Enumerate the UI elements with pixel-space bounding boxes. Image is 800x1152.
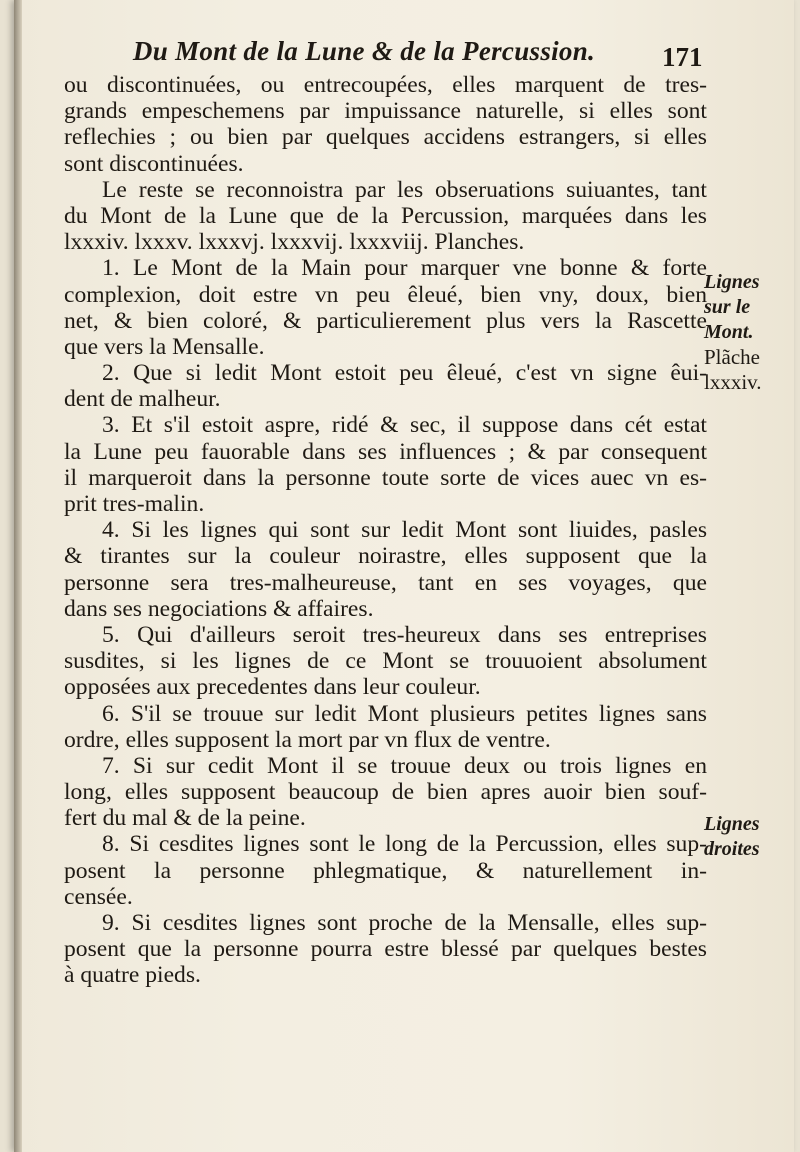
text-line: opposées aux precedentes dans leur couleur. <box>64 674 481 701</box>
text-line: dent de malheur. <box>64 386 221 413</box>
text-line: 5. Qui d'ailleurs seroit tres-heureux dans ses entreprises <box>102 621 707 648</box>
text-line: long, elles supposent beaucoup de bien apres auoir bien souf- <box>64 779 707 806</box>
text-line: lxxxiv. lxxxv. lxxxvj. lxxxvij. lxxxviij. Planches. <box>64 229 525 256</box>
text-line: censée. <box>64 883 133 910</box>
margin-note-line: Lignes <box>704 813 760 835</box>
text-line: complexion, doit estre vn peu êleué, bien vny, doux, bien <box>64 281 707 308</box>
margin-note-line: droites <box>704 838 760 860</box>
running-header: Du Mont de la Lune & de la Percussion. <box>132 36 596 66</box>
text-line: 6. S'il se trouue sur ledit Mont plusieurs petites lignes sans <box>102 700 707 727</box>
text-line: prit tres-malin. <box>64 491 205 517</box>
margin-note-lignes-sur-le-mont <box>704 270 794 395</box>
text-line: sont discontinuées. <box>64 150 244 177</box>
text-line: la Lune peu fauorable dans ses influences ; & par consequent <box>64 438 707 465</box>
text-line: à quatre pieds. <box>64 962 201 989</box>
text-line: 3. Et s'il estoit aspre, ridé & sec, il suppose dans cét estat <box>102 412 707 439</box>
text-line: posent la personne phlegmatique, & naturellement in- <box>64 857 707 884</box>
margin-note-line: Lignes <box>704 271 760 293</box>
text-line: il marqueroit dans la personne toute sorte de vices auec vn es- <box>64 464 707 491</box>
text-line: Le reste se reconnoistra par les obseruations suiuantes, tant <box>102 176 707 203</box>
book-page <box>14 0 794 1152</box>
text-line: & tirantes sur la couleur noirastre, elles supposent que la <box>64 543 707 570</box>
margin-note-line: Plãche <box>704 345 760 369</box>
text-line: susdites, si les lignes de ce Mont se trouuoient absolument <box>64 648 707 675</box>
text-line: 4. Si les lignes qui sont sur ledit Mont sont liuides, pasles <box>102 517 707 544</box>
text-line: 9. Si cesdites lignes sont proche de la Mensalle, elles sup- <box>102 910 707 936</box>
text-line: grands empeschemens par impuissance naturelle, si elles sont <box>64 98 707 125</box>
text-line: 7. Si sur cedit Mont il se trouue deux ou trois lignes en <box>102 752 707 779</box>
text-line: que vers la Mensalle. <box>64 333 265 360</box>
margin-note-line: Mont. <box>704 321 754 343</box>
text-line: ordre, elles supposent la mort par vn flux de ventre. <box>64 726 551 753</box>
page-number: 171 <box>662 42 703 72</box>
margin-note-lignes-droites <box>704 812 794 862</box>
text-line: ou discontinuées, ou entrecoupées, elles marquent de tres- <box>64 72 707 98</box>
text-line: du Mont de la Lune que de la Percussion, marquées dans les <box>64 202 707 229</box>
text-line: dans ses negociations & affaires. <box>64 595 374 622</box>
text-line: 1. Le Mont de la Main pour marquer vne bonne & forte <box>102 255 707 282</box>
page-edge <box>14 0 22 1152</box>
text-line: fert du mal & de la peine. <box>64 805 306 832</box>
text-line: 2. Que si ledit Mont estoit peu êleué, c'est vn signe êui- <box>102 360 707 387</box>
text-line: posent que la personne pourra estre blessé par quelques bestes <box>64 936 707 963</box>
margin-note-line: lxxxiv. <box>704 370 762 394</box>
text-line: personne sera tres-malheureuse, tant en ses voyages, que <box>64 569 707 596</box>
text-line: net, & bien coloré, & particulierement plus vers la Rascette <box>64 307 707 334</box>
body-text <box>64 72 707 989</box>
text-line: reflechies ; ou bien par quelques accidens estrangers, si elles <box>64 124 707 151</box>
text-line: 8. Si cesdites lignes sont le long de la Percussion, elles sup- <box>102 831 707 858</box>
margin-note-line: sur le <box>704 296 751 318</box>
